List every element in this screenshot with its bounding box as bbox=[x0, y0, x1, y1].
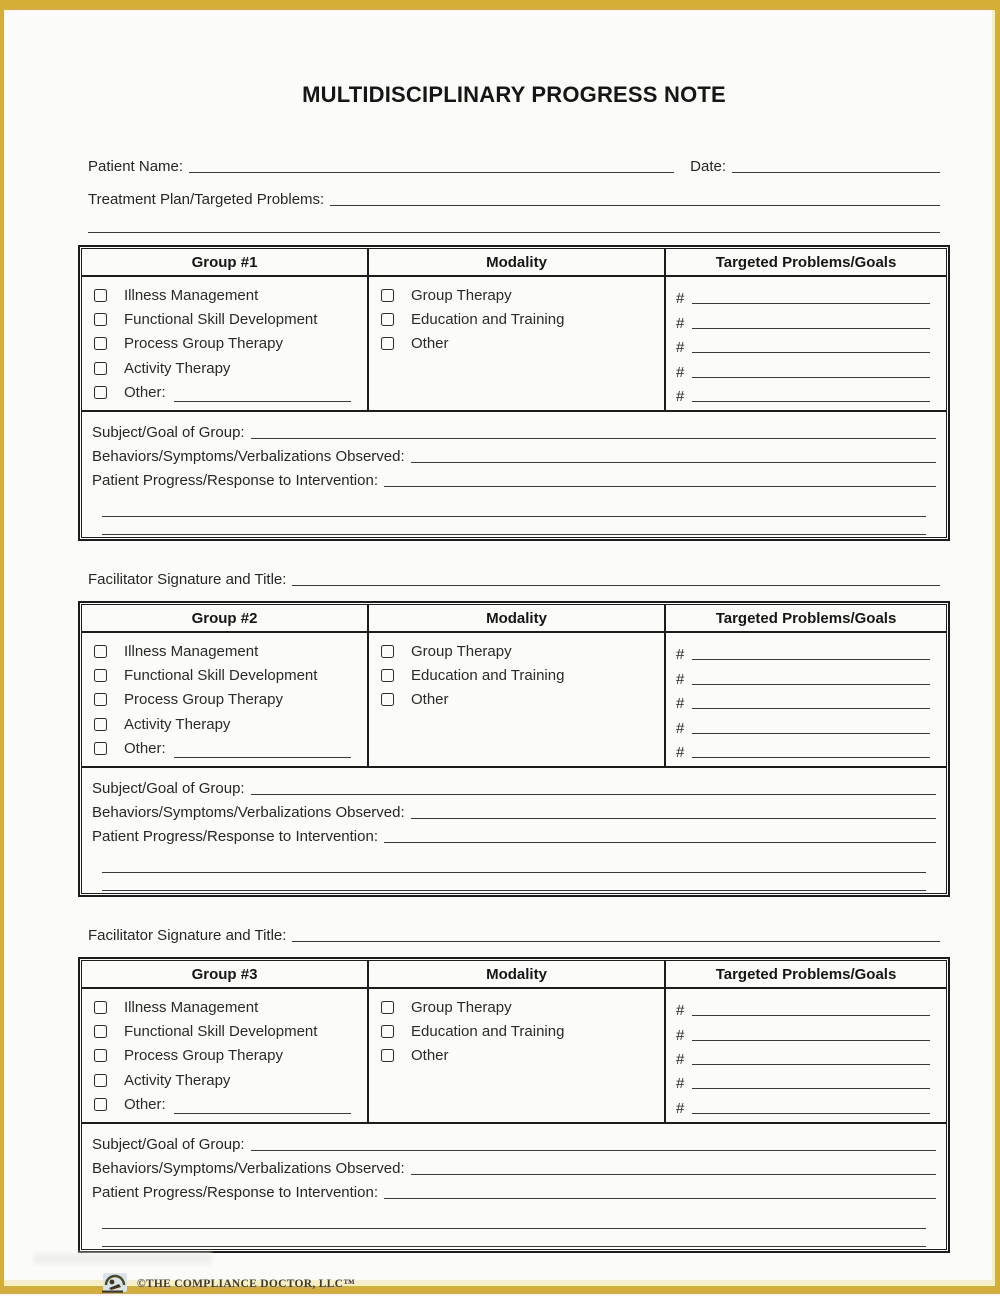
behaviors-observed-input[interactable] bbox=[411, 817, 936, 819]
page-content bbox=[4, 82, 995, 1296]
behaviors-observed-label: Behaviors/Symptoms/Verbalizations Observed: bbox=[92, 447, 405, 465]
watermark bbox=[34, 1253, 212, 1264]
checkbox[interactable] bbox=[381, 1049, 394, 1062]
goal-input[interactable] bbox=[692, 327, 930, 329]
notes-continuation-line[interactable] bbox=[102, 1246, 926, 1247]
subject-goal-input[interactable] bbox=[251, 1149, 936, 1151]
modality-header: Modality bbox=[367, 249, 664, 275]
group-table-inner bbox=[81, 960, 947, 1250]
patient-progress-input[interactable] bbox=[384, 841, 936, 843]
modality-header: Modality bbox=[367, 961, 664, 987]
patient-progress-input[interactable] bbox=[384, 1197, 936, 1199]
checkbox-label: Education and Training bbox=[411, 1022, 565, 1040]
goal-number-sign: # bbox=[676, 743, 685, 761]
checkbox[interactable] bbox=[94, 1074, 107, 1087]
group-options-column bbox=[82, 989, 367, 1122]
group-table-body bbox=[82, 277, 946, 412]
goal-input[interactable] bbox=[692, 302, 930, 304]
checkbox-label: Functional Skill Development bbox=[124, 1022, 318, 1040]
modality-group-therapy bbox=[369, 639, 664, 663]
checkbox[interactable] bbox=[381, 1025, 394, 1038]
facilitator-signature-input[interactable] bbox=[292, 940, 940, 942]
group-table bbox=[78, 245, 950, 541]
notes-continuation-line[interactable] bbox=[102, 890, 926, 891]
groups-container bbox=[78, 245, 950, 1253]
goal-row bbox=[666, 1092, 946, 1116]
subject-goal-row bbox=[92, 774, 936, 798]
patient-date-row bbox=[88, 152, 940, 176]
checkbox[interactable] bbox=[381, 693, 394, 706]
checkbox[interactable] bbox=[94, 693, 107, 706]
checkbox-label: Education and Training bbox=[411, 667, 565, 685]
targeted-problems-column bbox=[664, 277, 946, 410]
group-table-header bbox=[82, 961, 946, 989]
modality-other bbox=[369, 332, 664, 356]
goal-number-sign: # bbox=[676, 719, 685, 737]
checkbox[interactable] bbox=[94, 1098, 107, 1111]
group-table-inner bbox=[81, 248, 947, 538]
goal-input[interactable] bbox=[692, 1087, 930, 1089]
modality-other bbox=[369, 1044, 664, 1068]
checkbox[interactable] bbox=[94, 669, 107, 682]
option-functional-skill-development bbox=[82, 307, 367, 331]
group-table-header bbox=[82, 605, 946, 633]
goal-number-sign: # bbox=[676, 1051, 685, 1069]
targeted-problems-column bbox=[664, 633, 946, 766]
checkbox[interactable] bbox=[94, 645, 107, 658]
checkbox[interactable] bbox=[94, 742, 107, 755]
targeted-problems-column bbox=[664, 989, 946, 1122]
treatment-plan-row bbox=[88, 185, 940, 209]
goal-row bbox=[666, 381, 946, 405]
patient-progress-row bbox=[92, 466, 936, 490]
checkbox[interactable] bbox=[94, 1049, 107, 1062]
checkbox[interactable] bbox=[94, 1025, 107, 1038]
goal-number-sign: # bbox=[676, 695, 685, 713]
facilitator-signature-row bbox=[88, 565, 940, 589]
goal-input[interactable] bbox=[692, 683, 930, 685]
subject-goal-row bbox=[92, 418, 936, 442]
patient-name-label: Patient Name: bbox=[88, 158, 184, 175]
goal-row bbox=[666, 332, 946, 356]
goal-number-sign: # bbox=[676, 290, 685, 308]
modality-other bbox=[369, 688, 664, 712]
goal-input[interactable] bbox=[692, 658, 930, 660]
goal-row bbox=[666, 307, 946, 331]
group-table-body bbox=[82, 633, 946, 768]
date-label: Date: bbox=[690, 158, 726, 175]
treatment-plan-label: Treatment Plan/Targeted Problems: bbox=[88, 191, 325, 208]
group-table-header bbox=[82, 249, 946, 277]
checkbox-label: Illness Management bbox=[124, 998, 259, 1016]
modality-header: Modality bbox=[367, 605, 664, 631]
behaviors-observed-row bbox=[92, 1154, 936, 1178]
option-other bbox=[82, 1092, 367, 1116]
goal-number-sign: # bbox=[676, 1002, 685, 1020]
goal-input[interactable] bbox=[692, 1039, 930, 1041]
checkbox-label: Process Group Therapy bbox=[124, 335, 283, 353]
behaviors-observed-input[interactable] bbox=[411, 1173, 936, 1175]
goal-number-sign: # bbox=[676, 646, 685, 664]
notes-continuation-line[interactable] bbox=[102, 872, 926, 873]
modality-column bbox=[367, 989, 664, 1122]
goal-row bbox=[666, 1068, 946, 1092]
other-input[interactable] bbox=[174, 756, 351, 758]
group-table-body bbox=[82, 989, 946, 1124]
option-activity-therapy bbox=[82, 712, 367, 736]
modality-column bbox=[367, 277, 664, 410]
facilitator-signature-input[interactable] bbox=[292, 584, 940, 586]
goal-row bbox=[666, 283, 946, 307]
patient-progress-row bbox=[92, 1178, 936, 1202]
goal-input[interactable] bbox=[692, 756, 930, 758]
group-title: Group #2 bbox=[191, 609, 258, 627]
checkbox-label: Group Therapy bbox=[411, 642, 512, 660]
notes-continuation-line[interactable] bbox=[102, 1228, 926, 1229]
patient-progress-input[interactable] bbox=[384, 485, 936, 487]
goal-number-sign: # bbox=[676, 670, 685, 688]
option-illness-management bbox=[82, 639, 367, 663]
option-activity-therapy bbox=[82, 1068, 367, 1092]
option-process-group-therapy bbox=[82, 1044, 367, 1068]
checkbox[interactable] bbox=[381, 669, 394, 682]
checkbox-label: Other: bbox=[124, 384, 166, 402]
patient-progress-label: Patient Progress/Response to Intervention: bbox=[92, 471, 378, 489]
goal-number-sign: # bbox=[676, 1075, 685, 1093]
treatment-plan-continuation-line[interactable] bbox=[88, 232, 940, 233]
checkbox-label: Education and Training bbox=[411, 311, 565, 329]
notes-continuation-line[interactable] bbox=[102, 534, 926, 535]
date-input[interactable] bbox=[732, 171, 940, 173]
checkbox-label: Illness Management bbox=[124, 286, 259, 304]
goal-input[interactable] bbox=[692, 376, 930, 378]
checkbox-label: Functional Skill Development bbox=[124, 667, 318, 685]
behaviors-observed-label: Behaviors/Symptoms/Verbalizations Observed: bbox=[92, 1159, 405, 1177]
goal-row bbox=[666, 356, 946, 380]
footer bbox=[100, 1273, 950, 1296]
checkbox[interactable] bbox=[381, 337, 394, 350]
goal-number-sign: # bbox=[676, 314, 685, 332]
checkbox[interactable] bbox=[94, 289, 107, 302]
checkbox-label: Process Group Therapy bbox=[124, 691, 283, 709]
notes-continuation-line[interactable] bbox=[102, 516, 926, 517]
goal-input[interactable] bbox=[692, 351, 930, 353]
facilitator-signature-row bbox=[88, 921, 940, 945]
patient-progress-row bbox=[92, 822, 936, 846]
checkbox-label: Group Therapy bbox=[411, 286, 512, 304]
group-notes-section bbox=[82, 412, 946, 537]
targeted-problems-header: Targeted Problems/Goals bbox=[664, 249, 946, 275]
page-title: MULTIDISCIPLINARY PROGRESS NOTE bbox=[302, 82, 726, 107]
checkbox-label: Other bbox=[411, 1047, 449, 1065]
checkbox-label: Illness Management bbox=[124, 642, 259, 660]
checkbox-label: Other: bbox=[124, 740, 166, 758]
option-process-group-therapy bbox=[82, 332, 367, 356]
patient-progress-label: Patient Progress/Response to Intervention: bbox=[92, 1183, 378, 1201]
group-title: Group #3 bbox=[191, 965, 258, 983]
checkbox-label: Activity Therapy bbox=[124, 1071, 231, 1089]
goal-row bbox=[666, 639, 946, 663]
modality-column bbox=[367, 633, 664, 766]
group-table-inner bbox=[81, 604, 947, 894]
modality-education-and-training bbox=[369, 663, 664, 687]
option-other bbox=[82, 737, 367, 761]
group-section bbox=[78, 957, 950, 1253]
option-illness-management bbox=[82, 995, 367, 1019]
goal-row bbox=[666, 1019, 946, 1043]
checkbox[interactable] bbox=[94, 362, 107, 375]
behaviors-observed-row bbox=[92, 442, 936, 466]
checkbox[interactable] bbox=[94, 718, 107, 731]
group-title: Group #1 bbox=[191, 254, 258, 271]
checkbox[interactable] bbox=[381, 313, 394, 326]
checkbox-label: Group Therapy bbox=[411, 998, 512, 1016]
checkbox[interactable] bbox=[381, 289, 394, 302]
facilitator-signature-label: Facilitator Signature and Title: bbox=[88, 926, 287, 944]
checkbox[interactable] bbox=[94, 313, 107, 326]
checkbox[interactable] bbox=[381, 1001, 394, 1014]
checkbox[interactable] bbox=[94, 337, 107, 350]
facilitator-signature-label: Facilitator Signature and Title: bbox=[88, 570, 287, 588]
checkbox[interactable] bbox=[381, 645, 394, 658]
goal-input[interactable] bbox=[692, 1112, 930, 1114]
goal-number-sign: # bbox=[676, 363, 685, 381]
goal-number-sign: # bbox=[676, 387, 685, 405]
goal-number-sign: # bbox=[676, 1099, 685, 1117]
goal-row bbox=[666, 995, 946, 1019]
behaviors-observed-label: Behaviors/Symptoms/Verbalizations Observed: bbox=[92, 803, 405, 821]
goal-input[interactable] bbox=[692, 707, 930, 709]
goal-input[interactable] bbox=[692, 1014, 930, 1016]
modality-education-and-training bbox=[369, 1019, 664, 1043]
goal-input[interactable] bbox=[692, 732, 930, 734]
checkbox-label: Activity Therapy bbox=[124, 359, 231, 377]
goal-number-sign: # bbox=[676, 1026, 685, 1044]
other-input[interactable] bbox=[174, 1112, 351, 1114]
behaviors-observed-row bbox=[92, 798, 936, 822]
option-functional-skill-development bbox=[82, 1019, 367, 1043]
modality-education-and-training bbox=[369, 307, 664, 331]
targeted-problems-header: Targeted Problems/Goals bbox=[664, 961, 946, 987]
other-input[interactable] bbox=[174, 400, 351, 402]
subject-goal-label: Subject/Goal of Group: bbox=[92, 1135, 245, 1153]
group-table bbox=[78, 601, 950, 897]
group-section bbox=[78, 245, 950, 541]
patient-progress-label: Patient Progress/Response to Intervention: bbox=[92, 827, 378, 845]
subject-goal-input[interactable] bbox=[251, 437, 936, 439]
goal-row bbox=[666, 688, 946, 712]
subject-goal-label: Subject/Goal of Group: bbox=[92, 423, 245, 441]
checkbox-label: Activity Therapy bbox=[124, 715, 231, 733]
goal-row bbox=[666, 712, 946, 736]
checkbox-label: Other: bbox=[124, 1096, 166, 1114]
checkbox-label: Functional Skill Development bbox=[124, 311, 318, 329]
goal-row bbox=[666, 737, 946, 761]
group-options-column bbox=[82, 277, 367, 410]
targeted-problems-header: Targeted Problems/Goals bbox=[664, 605, 946, 631]
option-activity-therapy bbox=[82, 356, 367, 380]
group-notes-section bbox=[82, 1124, 946, 1249]
checkbox-label: Other bbox=[411, 691, 449, 709]
goal-row bbox=[666, 663, 946, 687]
option-functional-skill-development bbox=[82, 663, 367, 687]
subject-goal-row bbox=[92, 1130, 936, 1154]
checkbox-label: Process Group Therapy bbox=[124, 1047, 283, 1065]
checkbox-label: Other bbox=[411, 335, 449, 353]
group-options-column bbox=[82, 633, 367, 766]
checkbox[interactable] bbox=[94, 1001, 107, 1014]
modality-group-therapy bbox=[369, 995, 664, 1019]
subject-goal-label: Subject/Goal of Group: bbox=[92, 779, 245, 797]
goal-row bbox=[666, 1044, 946, 1068]
option-process-group-therapy bbox=[82, 688, 367, 712]
option-illness-management bbox=[82, 283, 367, 307]
company-copyright: ©THE COMPLIANCE DOCTOR, LLC™ bbox=[137, 1278, 356, 1291]
goal-input[interactable] bbox=[692, 400, 930, 402]
subject-goal-input[interactable] bbox=[251, 793, 936, 795]
modality-group-therapy bbox=[369, 283, 664, 307]
compliance-doctor-logo-icon bbox=[100, 1273, 130, 1296]
group-section bbox=[78, 601, 950, 897]
group-notes-section bbox=[82, 768, 946, 893]
checkbox[interactable] bbox=[94, 386, 107, 399]
patient-name-input[interactable] bbox=[189, 171, 674, 173]
treatment-plan-input[interactable] bbox=[330, 204, 940, 206]
group-table bbox=[78, 957, 950, 1253]
goal-input[interactable] bbox=[692, 1063, 930, 1065]
option-other bbox=[82, 381, 367, 405]
behaviors-observed-input[interactable] bbox=[411, 461, 936, 463]
goal-number-sign: # bbox=[676, 339, 685, 357]
